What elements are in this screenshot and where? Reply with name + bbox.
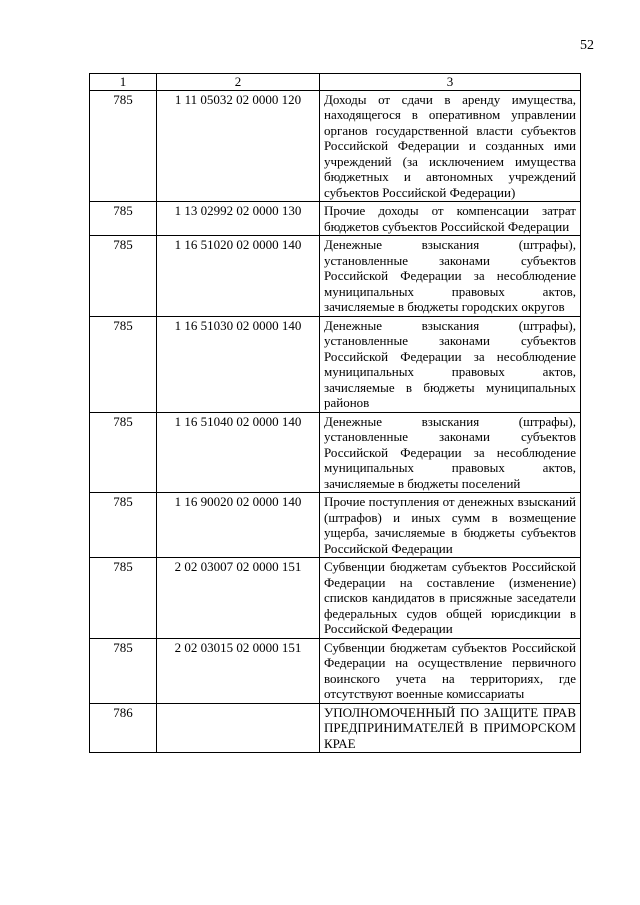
admin-code-cell: 785 (90, 412, 157, 493)
revenue-name-cell: Доходы от сдачи в аренду имущества, находящегося в оперативном управлении органов государственной власти субъектов Российской Федерации и созданных ими учреждений (за исключением имущества бюджетных и автономных учреждений субъектов Российской Федерации) (320, 90, 581, 202)
table-row (90, 493, 581, 558)
revenue-name-cell: Денежные взыскания (штрафы), установленные законами субъектов Российской Федерации за несоблюдение муниципальных правовых актов, зачисляемые в бюджеты муниципальных районов (320, 316, 581, 412)
header-col-3: 3 (320, 74, 581, 91)
admin-code-cell: 785 (90, 90, 157, 202)
revenue-code-cell: 1 16 90020 02 0000 140 (157, 493, 320, 558)
revenue-name-cell: Субвенции бюджетам субъектов Российской Федерации на осуществление первичного воинского учета на территориях, где отсутствуют военные комиссариаты (320, 638, 581, 703)
table-header-row (90, 74, 581, 91)
admin-code-cell: 785 (90, 202, 157, 236)
revenue-code-cell: 1 16 51030 02 0000 140 (157, 316, 320, 412)
admin-code-cell: 785 (90, 638, 157, 703)
page-number: 52 (580, 38, 594, 53)
revenue-name-cell: Субвенции бюджетам субъектов Российской Федерации на составление (изменение) списков кандидатов в присяжные заседатели федеральных судов общей юрисдикции в Российской Федерации (320, 558, 581, 639)
admin-code-cell: 785 (90, 493, 157, 558)
table-row (90, 202, 581, 236)
revenue-code-cell: 1 16 51020 02 0000 140 (157, 236, 320, 317)
revenue-name-cell: Денежные взыскания (штрафы), установленные законами субъектов Российской Федерации за несоблюдение муниципальных правовых актов, зачисляемые в бюджеты поселений (320, 412, 581, 493)
header-col-2: 2 (157, 74, 320, 91)
admin-code-cell: 785 (90, 236, 157, 317)
budget-revenue-table (89, 73, 581, 753)
revenue-code-cell: 2 02 03007 02 0000 151 (157, 558, 320, 639)
admin-code-cell: 785 (90, 558, 157, 639)
revenue-name-cell: Прочие доходы от компенсации затрат бюджетов субъектов Российской Федерации (320, 202, 581, 236)
revenue-code-cell (157, 703, 320, 753)
revenue-name-cell: Денежные взыскания (штрафы), установленные законами субъектов Российской Федерации за несоблюдение муниципальных правовых актов, зачисляемые в бюджеты городских округов (320, 236, 581, 317)
table-row (90, 703, 581, 753)
admin-code-cell: 785 (90, 316, 157, 412)
revenue-code-cell: 2 02 03015 02 0000 151 (157, 638, 320, 703)
table-row (90, 638, 581, 703)
table-row (90, 236, 581, 317)
revenue-code-cell: 1 11 05032 02 0000 120 (157, 90, 320, 202)
table-row (90, 90, 581, 202)
administrator-name-cell: УПОЛНОМОЧЕННЫЙ ПО ЗАЩИТЕ ПРАВ ПРЕДПРИНИМАТЕЛЕЙ В ПРИМОРСКОМ КРАЕ (320, 703, 581, 753)
revenue-name-cell: Прочие поступления от денежных взысканий (штрафов) и иных сумм в возмещение ущерба, зачисляемые в бюджеты субъектов Российской Федерации (320, 493, 581, 558)
table-row (90, 316, 581, 412)
table-row (90, 412, 581, 493)
header-col-1: 1 (90, 74, 157, 91)
revenue-code-cell: 1 13 02992 02 0000 130 (157, 202, 320, 236)
revenue-code-cell: 1 16 51040 02 0000 140 (157, 412, 320, 493)
admin-code-cell: 786 (90, 703, 157, 753)
table-row (90, 558, 581, 639)
